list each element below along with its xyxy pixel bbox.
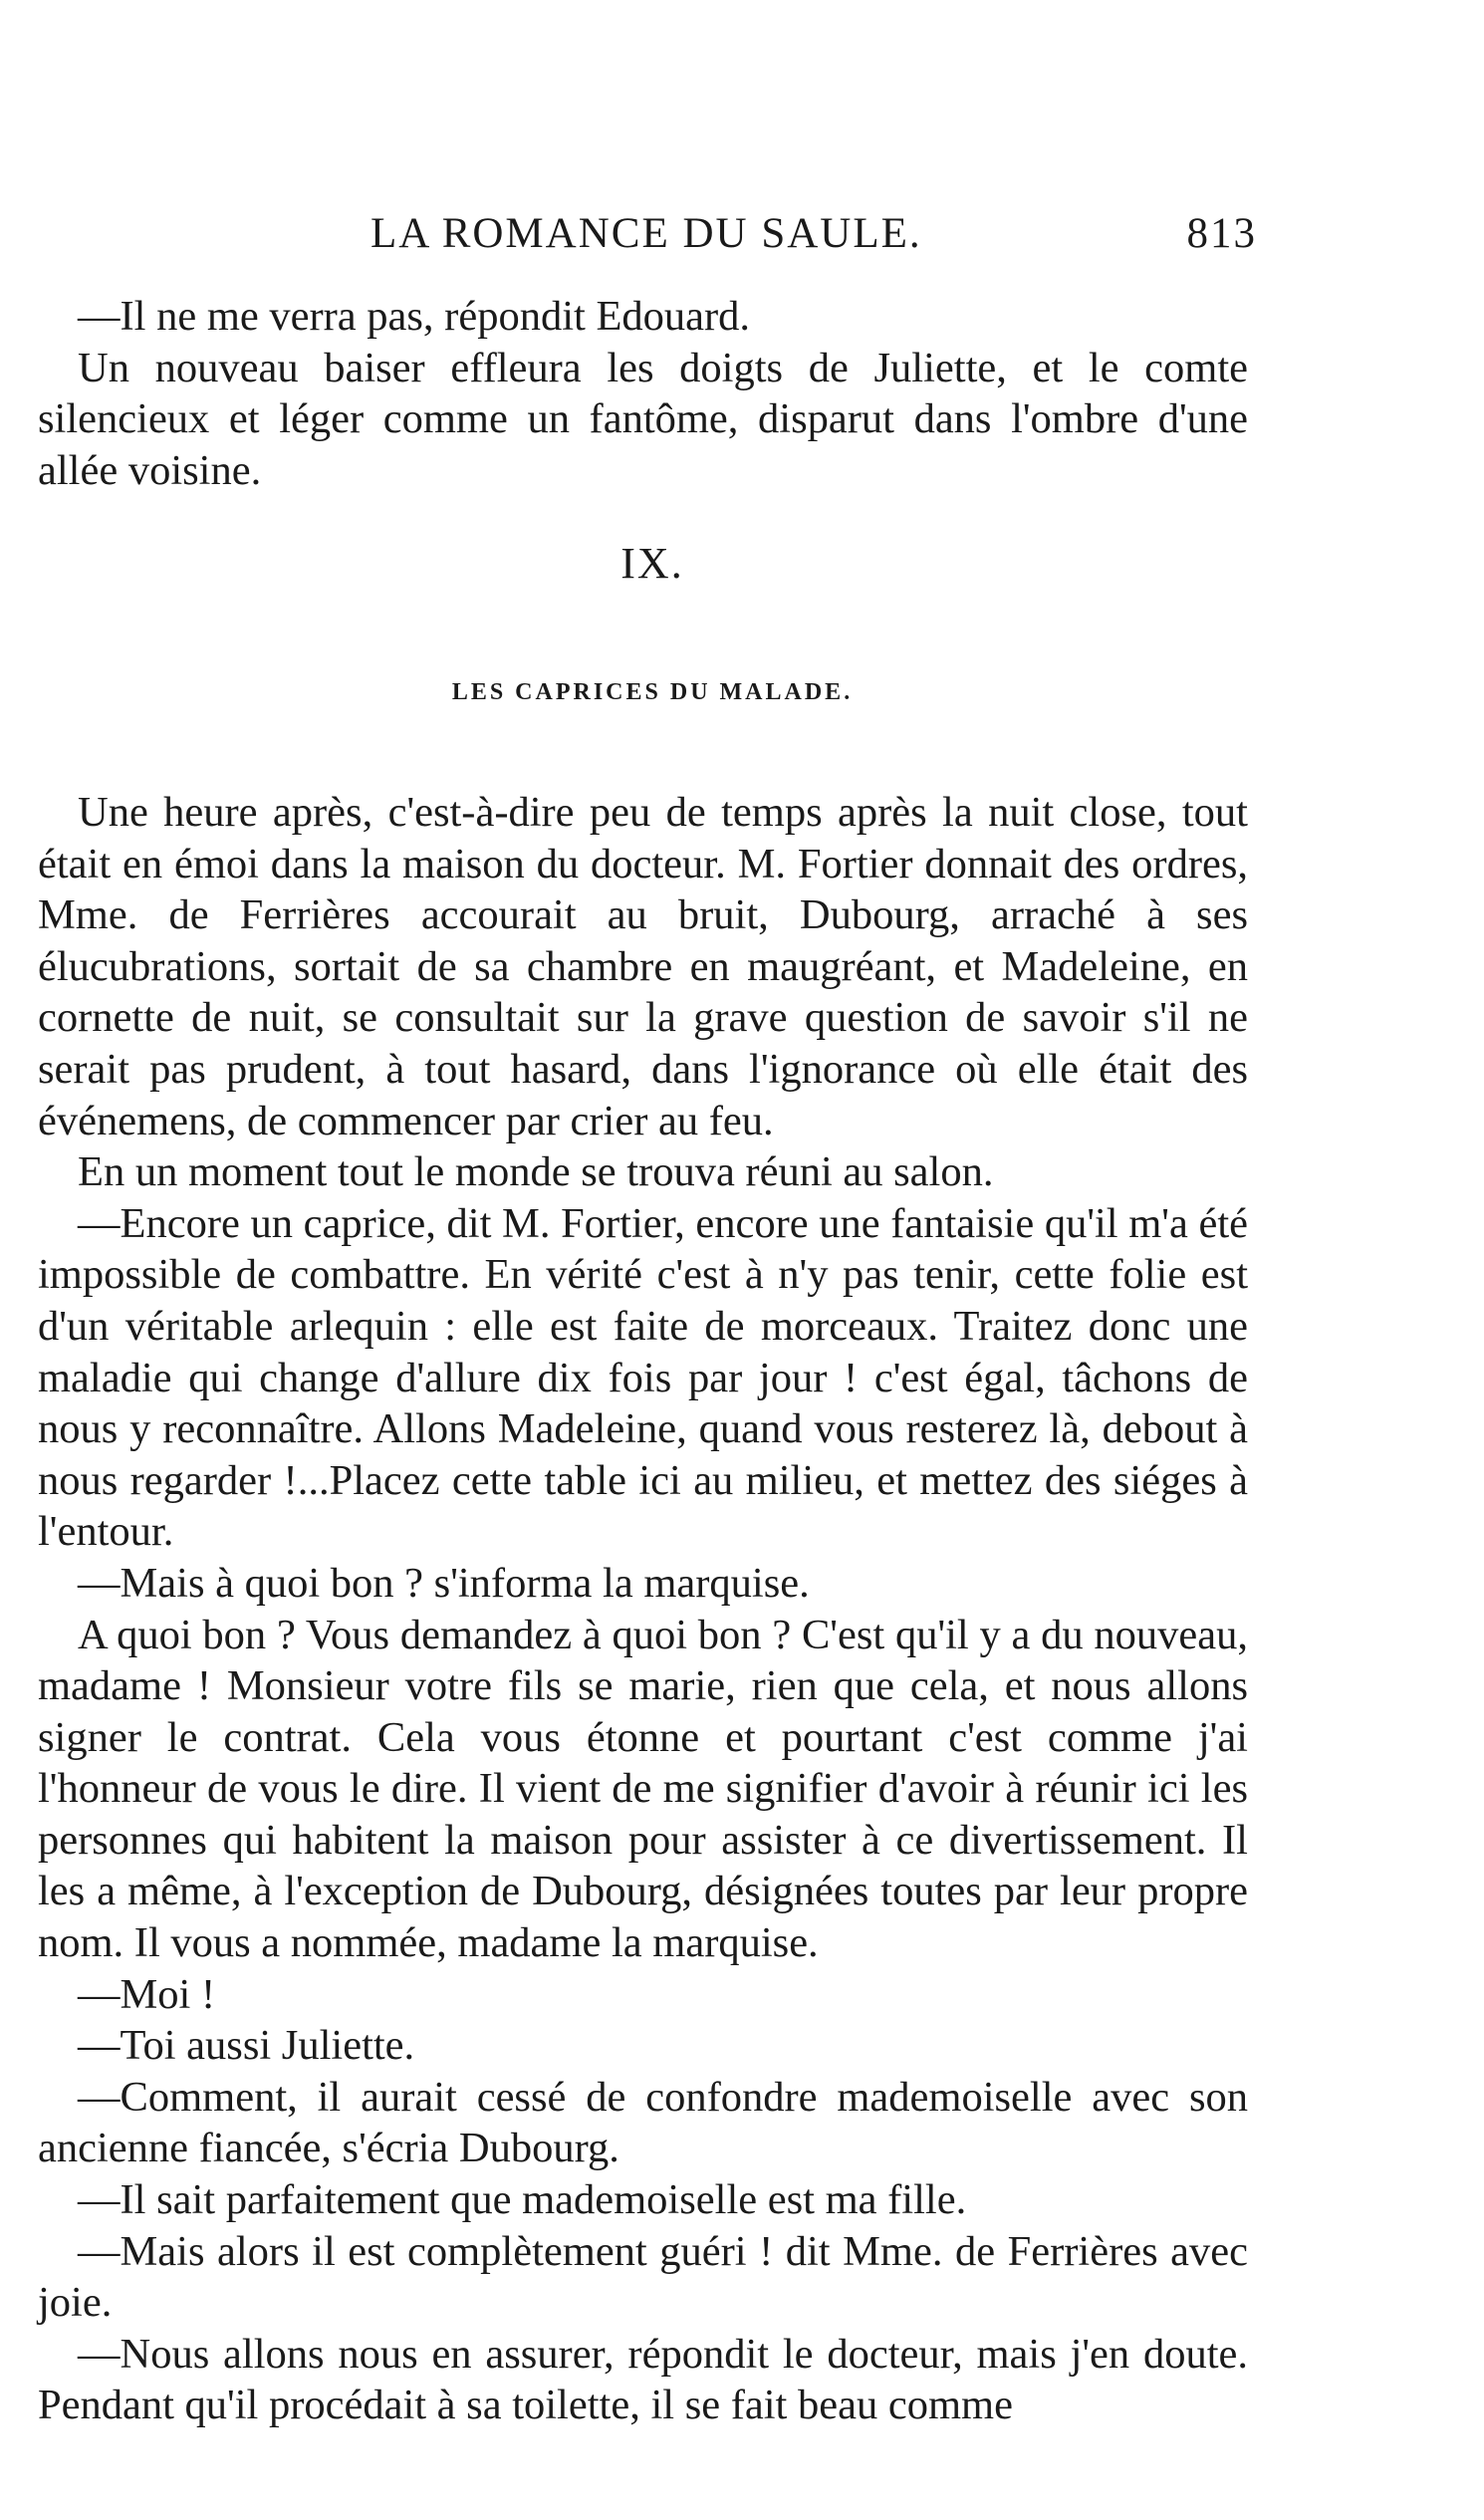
paragraph: —Il sait parfaitement que mademoiselle est ma fille. [78,2176,967,2224]
paragraph: Une heure après, c'est-à-dire peu de temps après la nuit close, tout était en émoi dans la maison du docteur. M. Fortier donnait des ordres, Mme. de Ferrières accourait au bruit, Dubourg, arraché à ses élucubrations, sortait de sa chambre en maugréant, et Madeleine, en cornette de nuit, se consultait sur la grave question de savoir s'il ne serait pas prudent, à tout hasard, dans l'ignorance où elle était des événemens, de commencer par crier au feu. [38,789,1248,1144]
paragraph: —Moi ! [78,1970,216,2018]
paragraph: A quoi bon ? Vous demandez à quoi bon ? C'est qu'il y a du nouveau, madame ! Monsieur votre fils se marie, rien que cela, et nous allons signer le contrat. Cela vous étonne et pourtant c'est comme j'ai l'honneur de vous le dire. Il vient de me signifier d'avoir à réunir ici les personnes qui habitent la maison pour assister à ce divertissement. Il les a même, à l'exception de Dubourg, désignées toutes par leur propre nom. Il vous a nommée, madame la marquise. [38,1611,1248,1967]
paragraph: —Comment, il aurait cessé de confondre mademoiselle avec son ancienne fiancée, s'écria Dubourg. [38,2073,1248,2172]
paragraph: —Encore un caprice, dit M. Fortier, encore une fantaisie qu'il m'a été impossible de combattre. En vérité c'est à n'y pas tenir, cette folie est d'un véritable arlequin : elle est faite de morceaux. Traitez donc une maladie qui change d'allure dix fois par jour ! c'est égal, tâchons de nous y reconnaître. Allons Madeleine, quand vous resterez là, debout à nous regarder !...Placez cette table ici au milieu, et mettez des siéges à l'entour. [38,1199,1248,1556]
paragraph: —Nous allons nous en assurer, répondit le docteur, mais j'en doute. Pendant qu'il procédait à sa toilette, il se fait beau comme [38,2330,1248,2429]
chapter-title: LES CAPRICES DU MALADE. [451,679,854,705]
paragraph: Un nouveau baiser effleura les doigts de Juliette, et le comte silencieux et léger comme un fantôme, disparut dans l'ombre d'une allée voisine. [38,344,1248,494]
intro-text [38,291,1248,496]
page-number: 813 [1186,210,1257,257]
paragraph: En un moment tout le monde se trouva réuni au salon. [78,1148,994,1196]
running-title: LA ROMANCE DU SAULE. [371,210,922,257]
paragraph: —Toi aussi Juliette. [78,2022,415,2070]
chapter-body [38,787,1248,2431]
paragraph: —Il ne me verra pas, répondit Edouard. [78,293,751,340]
chapter-number: IX. [620,539,684,588]
paragraph: —Mais à quoi bon ? s'informa la marquise. [78,1559,810,1607]
page-header [0,209,1484,279]
paragraph: —Mais alors il est complètement guéri ! dit Mme. de Ferrières avec joie. [38,2227,1248,2327]
